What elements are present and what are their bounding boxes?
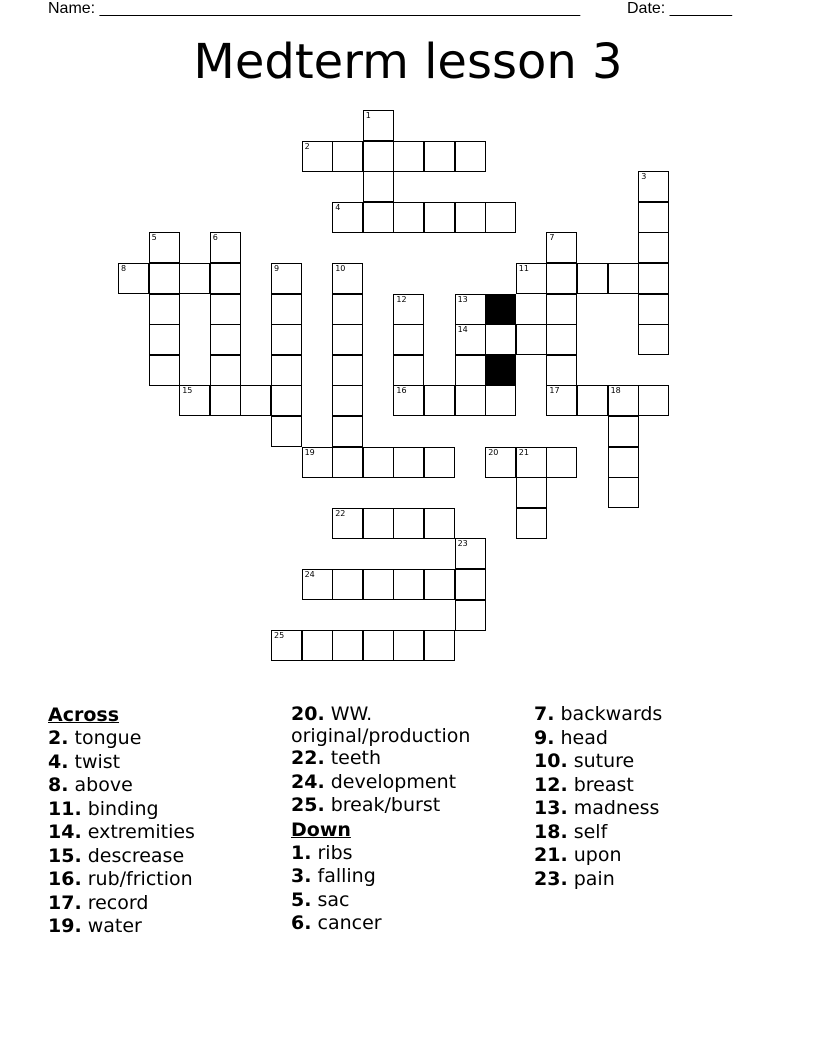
grid-cell[interactable] (455, 294, 486, 325)
clue-item (291, 703, 501, 747)
clue-item (291, 889, 501, 913)
grid-cell[interactable] (332, 508, 363, 539)
down-heading: Down (291, 818, 351, 841)
grid-cell[interactable] (546, 447, 577, 478)
clue-text: teeth (330, 747, 382, 769)
grid-cell[interactable] (210, 355, 241, 386)
clue-number: 3 (641, 172, 647, 182)
down-clue-list (291, 842, 501, 936)
clue-number: 9 (274, 264, 280, 273)
clue-text: above (74, 774, 133, 796)
grid-cell[interactable] (149, 355, 180, 386)
clue-item (48, 751, 195, 775)
grid-cell[interactable] (638, 171, 669, 202)
grid-cell[interactable] (149, 294, 180, 325)
clue-text: suture (573, 750, 635, 772)
clue-item (291, 865, 501, 889)
grid-cell[interactable] (393, 508, 424, 539)
grid-cell[interactable] (332, 569, 363, 600)
grid-cell[interactable] (332, 324, 363, 355)
clue-number: 10. (534, 750, 568, 772)
clue-text: descrease (87, 844, 185, 867)
clue-item (48, 821, 195, 845)
clues-column-1 (48, 703, 195, 939)
clue-number: 2. (48, 727, 69, 749)
grid-cell[interactable] (546, 294, 577, 325)
grid-cell[interactable] (638, 385, 669, 416)
clue-text: development (330, 770, 457, 793)
clue-number: 1. (291, 841, 312, 864)
clue-text: binding (87, 797, 159, 820)
grid-cell[interactable] (118, 263, 149, 294)
clue-item (534, 703, 662, 727)
grid-cell[interactable] (455, 355, 486, 386)
grid-cell[interactable] (608, 385, 639, 416)
grid-cell[interactable] (608, 477, 639, 508)
grid-cell[interactable] (363, 171, 394, 202)
grid-cell[interactable] (546, 385, 577, 416)
clue-text: WW. original/production (291, 703, 471, 747)
grid-cell[interactable] (393, 141, 424, 172)
grid-cell[interactable] (149, 324, 180, 355)
grid-cell[interactable] (210, 385, 241, 416)
clue-number: 5 (151, 233, 157, 243)
grid-cell[interactable] (179, 385, 210, 416)
grid-cell[interactable] (516, 508, 547, 539)
clue-number: 15 (182, 386, 193, 396)
grid-cell[interactable] (332, 355, 363, 386)
clue-item (291, 912, 501, 936)
clue-number: 15. (48, 844, 82, 867)
clue-number: 19 (304, 447, 315, 457)
clues-column-3 (534, 703, 662, 891)
grid-cell[interactable] (393, 294, 424, 325)
grid-cell[interactable] (638, 232, 669, 263)
grid-cell[interactable] (210, 324, 241, 355)
grid-cell[interactable] (424, 447, 455, 478)
clue-item (291, 747, 501, 771)
grid-cell[interactable] (363, 508, 394, 539)
grid-cell[interactable] (608, 447, 639, 478)
clue-number: 6. (291, 912, 312, 934)
clue-number: 18 (610, 386, 621, 396)
grid-cell[interactable] (393, 630, 424, 661)
clue-text: twist (74, 750, 121, 773)
grid-cell[interactable] (485, 447, 516, 478)
grid-cell[interactable] (546, 263, 577, 294)
grid-cell[interactable] (455, 600, 486, 631)
clue-number: 21 (518, 447, 529, 457)
grid-cell[interactable] (393, 202, 424, 233)
grid-cell[interactable] (577, 263, 608, 294)
clue-number: 19. (48, 915, 82, 937)
grid-cell[interactable] (424, 202, 455, 233)
clue-text: extremities (87, 821, 195, 843)
grid-cell[interactable] (149, 263, 180, 294)
clue-item (534, 797, 662, 821)
clue-number: 14. (48, 821, 82, 843)
clue-item (48, 845, 195, 869)
clue-text: breast (573, 773, 634, 796)
clue-number: 13 (457, 294, 468, 304)
clue-item (534, 821, 662, 845)
page-title: Medterm lesson 3 (193, 34, 623, 90)
grid-cell[interactable] (485, 385, 516, 416)
clue-number: 25. (291, 794, 325, 816)
grid-cell[interactable] (210, 263, 241, 294)
grid-cell[interactable] (302, 569, 333, 600)
grid-cell[interactable] (271, 630, 302, 661)
clue-number: 12. (534, 773, 568, 796)
grid-cell[interactable] (455, 538, 486, 569)
grid-cell[interactable] (638, 324, 669, 355)
clue-item (48, 798, 195, 822)
grid-cell[interactable] (332, 416, 363, 447)
clue-number: 23 (457, 539, 468, 549)
clue-text: water (87, 915, 142, 937)
grid-cell[interactable] (363, 141, 394, 172)
grid-cell[interactable] (271, 294, 302, 325)
clue-item (48, 915, 195, 939)
date-field-label: Date: _______ (627, 0, 732, 17)
clue-number: 20 (488, 447, 499, 457)
clue-item (534, 774, 662, 798)
grid-cell[interactable] (546, 355, 577, 386)
grid-cell[interactable] (608, 263, 639, 294)
clue-text: cancer (317, 912, 382, 934)
grid-cell[interactable] (516, 324, 547, 355)
clue-text: ribs (317, 841, 353, 864)
clue-number: 24. (291, 770, 325, 793)
clue-number: 2 (304, 141, 310, 151)
clue-number: 3. (291, 865, 312, 887)
grid-cell[interactable] (516, 263, 547, 294)
clue-number: 14 (457, 325, 468, 335)
grid-cell[interactable] (363, 569, 394, 600)
clue-item (534, 750, 662, 774)
clue-number: 13. (534, 797, 568, 819)
clue-number: 7 (549, 233, 555, 243)
grid-cell[interactable] (638, 202, 669, 233)
clue-number: 24 (304, 570, 315, 579)
grid-cell[interactable] (485, 324, 516, 355)
grid-cell[interactable] (424, 385, 455, 416)
clue-number: 23. (534, 867, 568, 890)
clue-item (534, 844, 662, 868)
grid-cell[interactable] (424, 508, 455, 539)
clue-text: sac (317, 888, 350, 911)
grid-cell[interactable] (210, 232, 241, 263)
clue-text: head (560, 726, 608, 749)
grid-cell[interactable] (271, 263, 302, 294)
clue-text: backwards (560, 703, 663, 725)
clue-number: 22. (291, 747, 325, 769)
grid-cell[interactable] (302, 447, 333, 478)
grid-cell[interactable] (271, 324, 302, 355)
grid-cell[interactable] (302, 630, 333, 661)
clue-text: break/burst (330, 794, 441, 816)
clue-number: 17 (549, 386, 560, 396)
grid-cell[interactable] (577, 385, 608, 416)
grid-cell[interactable] (424, 141, 455, 172)
grid-cell[interactable] (393, 569, 424, 600)
grid-cell[interactable] (332, 630, 363, 661)
grid-cell[interactable] (455, 324, 486, 355)
clue-number: 12 (396, 294, 407, 304)
clue-number: 1 (365, 111, 371, 120)
clue-number: 8. (48, 774, 69, 796)
clue-number: 16 (396, 386, 407, 396)
grid-cell[interactable] (424, 569, 455, 600)
across-clue-list (48, 727, 195, 939)
clue-item (48, 727, 195, 751)
clue-number: 25 (274, 631, 285, 641)
clue-item (534, 868, 662, 892)
grid-cell[interactable] (149, 232, 180, 263)
clue-number: 5. (291, 888, 312, 911)
across-heading: Across (48, 704, 120, 726)
grid-cell[interactable] (271, 355, 302, 386)
grid-cell[interactable] (332, 202, 363, 233)
grid-cell[interactable] (332, 141, 363, 172)
grid-cell[interactable] (210, 294, 241, 325)
grid-cell[interactable] (455, 569, 486, 600)
across-clue-list-continued (291, 703, 501, 818)
grid-cell[interactable] (332, 385, 363, 416)
name-field-label: Name: ______________________________________________________ (48, 0, 581, 17)
clue-number: 17. (48, 891, 82, 914)
grid-cell[interactable] (393, 447, 424, 478)
clue-item (291, 794, 501, 818)
block-cell (485, 294, 516, 325)
clue-number: 9. (534, 726, 555, 749)
clue-number: 21. (534, 844, 568, 866)
clue-number: 7. (534, 703, 555, 725)
grid-cell[interactable] (393, 385, 424, 416)
grid-cell[interactable] (546, 324, 577, 355)
grid-cell[interactable] (546, 232, 577, 263)
clue-number: 8 (121, 264, 127, 273)
clue-number: 16. (48, 868, 82, 890)
grid-cell[interactable] (363, 447, 394, 478)
clue-number: 11. (48, 797, 82, 820)
clue-number: 22 (335, 508, 346, 518)
clue-number: 18. (534, 820, 568, 843)
grid-cell[interactable] (332, 294, 363, 325)
grid-cell[interactable] (271, 416, 302, 447)
block-cell (485, 355, 516, 386)
grid-cell[interactable] (363, 110, 394, 141)
clue-text: upon (573, 844, 622, 866)
clue-text: falling (317, 865, 376, 887)
grid-cell[interactable] (638, 263, 669, 294)
grid-cell[interactable] (608, 416, 639, 447)
clue-item (48, 868, 195, 892)
grid-cell[interactable] (516, 447, 547, 478)
grid-cell[interactable] (240, 385, 271, 416)
grid-cell[interactable] (424, 630, 455, 661)
grid-cell[interactable] (393, 324, 424, 355)
clue-item (48, 892, 195, 916)
clue-text: pain (573, 867, 615, 890)
clue-text: madness (573, 797, 660, 819)
clue-text: self (573, 820, 608, 843)
clue-number: 10 (335, 264, 346, 273)
clue-text: rub/friction (87, 868, 193, 890)
clues-column-2 (291, 703, 501, 936)
grid-cell[interactable] (393, 355, 424, 386)
clue-number: 4 (335, 202, 341, 212)
clue-item (534, 727, 662, 751)
clue-number: 4. (48, 750, 69, 773)
grid-cell[interactable] (455, 202, 486, 233)
grid-cell[interactable] (363, 630, 394, 661)
grid-cell[interactable] (179, 263, 210, 294)
grid-cell[interactable] (455, 385, 486, 416)
clue-item (291, 842, 501, 866)
down-clue-list-continued (534, 703, 662, 891)
clue-item (291, 771, 501, 795)
clue-item (48, 774, 195, 798)
grid-cell[interactable] (271, 385, 302, 416)
clue-text: record (87, 891, 149, 914)
clue-number: 20. (291, 703, 325, 725)
grid-cell[interactable] (485, 202, 516, 233)
clue-text: tongue (74, 727, 142, 749)
grid-cell[interactable] (302, 141, 333, 172)
grid-cell[interactable] (332, 263, 363, 294)
clue-number: 11 (518, 264, 529, 273)
clue-number: 6 (212, 233, 218, 243)
grid-cell[interactable] (516, 477, 547, 508)
grid-cell[interactable] (638, 294, 669, 325)
grid-cell[interactable] (332, 447, 363, 478)
grid-cell[interactable] (455, 141, 486, 172)
grid-cell[interactable] (363, 202, 394, 233)
